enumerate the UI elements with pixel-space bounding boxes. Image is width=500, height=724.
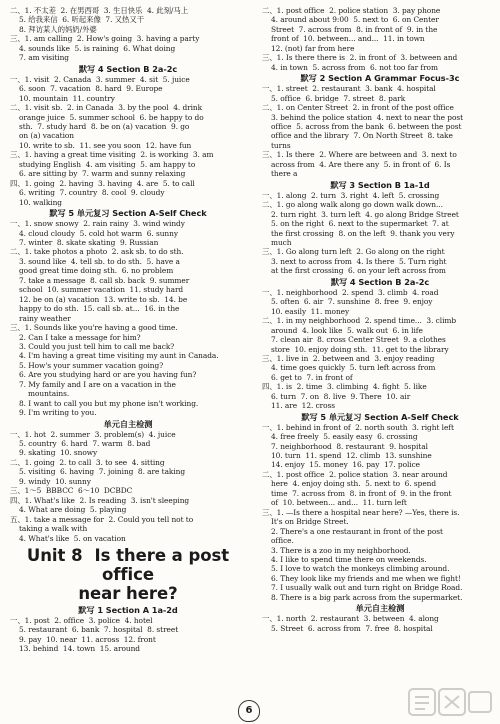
- answer-line: sth. 7. study hard 8. be on (a) vacation 9. go: [19, 121, 190, 131]
- section-heading: 单元自主检测: [355, 603, 405, 614]
- answer-line: 6. soon 7. vacation 8. hard 9. Europe: [19, 84, 163, 94]
- answer-line: 6. turn 7. on 8. live 9. There 10. air: [271, 391, 411, 401]
- answer-line: 一、1. post 2. office 3. police 4. hotel: [10, 616, 153, 626]
- answer-line: 一、1. behind in front of 2. north south 3. right left: [262, 422, 454, 432]
- answer-line: 9. pay 10. near 11. across 12. front: [19, 634, 156, 644]
- answer-line: 4. What are doing 5. playing: [19, 505, 127, 515]
- answer-line: 7. am visiting: [19, 53, 69, 63]
- answer-line: the first crossing 8. on the left 9. thank you very: [271, 228, 455, 238]
- answer-line: 5. How's your summer vacation going?: [19, 360, 164, 370]
- answer-line: here 4. enjoy doing sth. 5. next to 6. spend: [271, 479, 437, 489]
- section-heading: 默写 4 Section B 2a-2c: [330, 276, 430, 287]
- answer-line: 10. easily 11. money: [271, 306, 350, 316]
- answer-line: rainy weather: [19, 313, 71, 323]
- answer-line: 2. Can I take a message for him?: [19, 332, 141, 342]
- answer-line: 2. There's a one restaurant in front of the post: [271, 526, 443, 536]
- answer-line: much: [271, 237, 292, 247]
- section-heading: 默写 4 Section B 2a-2c: [78, 63, 178, 74]
- answer-line: 三、1. Is there 2. Where are between and 3. next to: [262, 150, 457, 160]
- unit-title-line1: Is there a post office: [94, 546, 230, 585]
- answer-line: 五、1. take a message for 2. Could you tell not to: [10, 514, 194, 524]
- answer-line: 3. sound like 4. tell sb. to do sth. 5. have a: [19, 256, 180, 266]
- answer-line: 4. sounds like 5. is raining 6. What doing: [19, 43, 176, 53]
- page-number: 6: [238, 700, 260, 722]
- answer-line: 4. free freely 5. easily easy 6. crossing: [271, 432, 418, 442]
- answer-line: 10. write to sb. 11. see you soon 12. have fun: [19, 140, 192, 150]
- answer-line: 一、1. snow snowy 2. rain rainy 3. wind windy: [10, 219, 185, 229]
- answer-line: 二、1. post office 2. police station 3. near around: [262, 469, 448, 479]
- answer-line: 13. behind 14. town 15. around: [19, 644, 140, 654]
- answer-line: 二、1. on Center Street 2. in front of the post office: [262, 103, 454, 113]
- answer-line: 5. on the right 6. next to the supermarket 7. at: [271, 219, 449, 229]
- answer-line: 二、1. go along walk along go down walk down...: [262, 200, 443, 210]
- answer-line: 11. are 12. cross: [271, 401, 336, 411]
- answer-line: 12. (not) far from here: [271, 43, 355, 53]
- answer-line: 10. mountain 11. country: [19, 93, 115, 103]
- answer-line: 5. office 6. bridge 7. street 8. park: [271, 93, 406, 103]
- left-column: [10, 6, 246, 654]
- answer-line: 9. skating 10. snowy: [19, 448, 98, 458]
- answer-line: turns: [271, 140, 291, 150]
- answer-line: Street 7. across from 8. in front of 9. in the: [271, 24, 438, 34]
- answer-line: 3. behind the police station 4. next to near the post: [271, 112, 464, 122]
- answer-line: 四、1. is 2. time 3. climbing 4. fight 5. like: [262, 382, 427, 392]
- answer-line: 3. next to across from 4. Is there 5. Turn right: [271, 256, 447, 266]
- answer-line: 三、1. having a great time visiting 2. is working 3. am: [10, 150, 214, 160]
- answer-line: 4. around about 9:00 5. next to 6. on Center: [271, 15, 439, 25]
- answer-line: 6. get to 7. in front of: [271, 372, 353, 382]
- answer-line: 4. I'm having a great time visiting my aunt in Canada.: [19, 351, 219, 361]
- answer-line: 一、1. visit 2. Canada 3. summer 4. sit 5. juice: [10, 74, 190, 84]
- answer-line: 7. clean air 8. cross Center Street 9. a clothes: [271, 335, 446, 345]
- answer-line: 四、1. going 2. having 3. having 4. are 5. to call: [10, 178, 195, 188]
- section-heading: 默写 5 单元复习 Section A-Self Check: [49, 208, 207, 219]
- answer-line: around 4. look like 5. walk out 6. in life: [271, 325, 423, 335]
- answer-line: 10. turn 11. spend 12. climb 13. sunshine: [271, 451, 432, 461]
- answer-line: 4. time goes quickly 5. turn left across from: [271, 363, 436, 373]
- answer-line: 8. There is a big park across from the supermarket.: [271, 592, 463, 602]
- unit-title: [10, 546, 246, 603]
- answer-line: 二、1. visit sb. 2. in Canada 3. by the pool 4. drink: [10, 103, 203, 113]
- watermark-logo-icon: [408, 688, 494, 722]
- answer-line: 一、1. street 2. restaurant 3. bank 4. hospital: [262, 84, 436, 94]
- answer-line: 9. windy 10. sunny: [19, 476, 91, 486]
- answer-line: office and the library 7. On North Street 8. take: [271, 131, 453, 141]
- answer-line: good great time doing sth. 6. no problem: [19, 266, 174, 276]
- answer-line: 一、1. neighborhood 2. spend 3. climb 4. road: [262, 287, 439, 297]
- answer-line: 7. winter 8. skate skating 9. Russian: [19, 237, 159, 247]
- answer-line: 5. Street 6. across from 7. free 8. hospital: [271, 623, 433, 633]
- answer-line: 8. 拜访某人的妈奶/外婆: [19, 24, 97, 34]
- answer-line: 二、1. post office 2. police station 3. pay phone: [262, 6, 441, 15]
- answer-line: 6. Are you studying hard or are you having fun?: [19, 370, 197, 380]
- answer-line: 12. be on (a) vacation 13. write to sb. 14. be: [19, 294, 188, 304]
- section-heading: 默写 5 单元复习 Section A-Self Check: [301, 411, 459, 422]
- answer-line: 2. turn right 3. turn left 4. go along Bridge Street: [271, 209, 459, 219]
- answer-line: store 10. enjoy doing sth. 11. get to the library: [271, 344, 449, 354]
- answer-line: 4. in town 5. across from 6. not too far from: [271, 62, 438, 72]
- answer-line: 二、1. take photos a photo 2. ask sb. to do sth.: [10, 247, 184, 257]
- answer-line: 一、1. hot 2. summer 3. problem(s) 4. juice: [10, 429, 176, 439]
- answer-line: time 7. across from 8. in front of 9. in the front: [271, 488, 452, 498]
- answer-line: 5. country 6. hard 7. warm 8. bad: [19, 439, 151, 449]
- answer-line: front of 10. between... and... 11. in town: [271, 34, 425, 44]
- answer-line: 3. Could you just tell him to call me back?: [19, 341, 175, 351]
- answer-line: of 10. between... and... 11. turn left: [271, 498, 407, 508]
- answer-line: 三、1. Go along turn left 2. Go along on the right: [262, 247, 445, 257]
- answer-line: 四、1. What's like 2. Is reading 3. isn't sleeping: [10, 495, 190, 505]
- section-heading: 默写 2 Section A Grammar Focus-3c: [300, 73, 460, 84]
- answer-line: 14. enjoy 15. money 16. pay 17. police: [271, 460, 421, 470]
- answer-line: 一、1. along 2. turn 3. right 4. left 5. crossing: [262, 190, 440, 200]
- answer-line: 7. take a message 8. call sb. back 9. summer: [19, 275, 190, 285]
- answer-line: It's on Bridge Street.: [271, 517, 349, 527]
- answer-line: 三、1. Is there there is 2. in front of 3. between and: [262, 53, 458, 63]
- answer-line: office 5. across from the bank 6. between the post: [271, 121, 462, 131]
- answer-line: office.: [271, 536, 294, 546]
- answer-line: 6. writing 7. country 8. cool 9. cloudy: [19, 188, 165, 198]
- answer-line: at the first crossing 6. on your left across from: [271, 266, 446, 276]
- answer-line: happy to do sth. 15. call sb. at... 16. in the: [19, 304, 180, 314]
- answer-line: 7. I usually walk out and turn right on Bridge Road.: [271, 583, 463, 593]
- answer-line: across from 4. Are there any 5. in front of 6. Is: [271, 159, 451, 169]
- answer-line: 二、1. 不太差 2. 在男西哥 3. 生日快乐 4. 此刻/马上: [10, 6, 189, 15]
- answer-line: 三、1～5 BBBCC 6～10 DCBDC: [10, 486, 133, 496]
- answer-line: 5. restaurant 6. bank 7. hospital 8. street: [19, 625, 179, 635]
- unit-number: Unit 8: [26, 546, 83, 566]
- answer-line: school 10. summer vacation 11. study hard: [19, 285, 184, 295]
- answer-line: 5. I love to watch the monkeys climbing around.: [271, 564, 450, 574]
- answer-line: mountains.: [28, 389, 70, 399]
- answer-line: 3. There is a zoo in my neighborhood.: [271, 545, 411, 555]
- answer-line: 5. often 6. air 7. sunshine 8. free 9. enjoy: [271, 297, 433, 307]
- answer-line: 三、1. live in 2. between and 3. enjoy reading: [262, 353, 435, 363]
- answer-line: 二、1. in my neighborhood 2. spend time... 3. climb: [262, 316, 457, 326]
- answer-line: 7. neighborhood 8. restaurant 9. hospital: [271, 441, 428, 451]
- answer-line: 二、1. going 2. to call 3. to see 4. sitting: [10, 457, 165, 467]
- answer-line: 4. What's like 5. on vacation: [19, 533, 126, 543]
- answer-line: 9. I'm writing to you.: [19, 408, 97, 418]
- answer-line: there a: [271, 169, 298, 179]
- answer-line: 4. I like to spend time there on weekends.: [271, 555, 427, 565]
- answer-line: 三、1. am calling 2. How's going 3. having a party: [10, 34, 200, 44]
- answer-line: 7. My family and I are on a vacation in the: [19, 379, 176, 389]
- answer-line: 8. I want to call you but my phone isn't working.: [19, 398, 199, 408]
- answer-line: studying English 4. am visiting 5. am happy to: [19, 159, 196, 169]
- answer-line: 10. walking: [19, 197, 62, 207]
- section-heading: 默写 3 Section B 1a-1d: [330, 179, 430, 190]
- answer-line: on (a) vacation: [19, 131, 75, 141]
- answer-line: 三、1. —Is there a hospital near here? —Yes, there is.: [262, 507, 460, 517]
- answer-line: 6. They look like my friends and me when we fight!: [271, 573, 461, 583]
- unit-title-line2: near here?: [78, 584, 178, 604]
- answer-line: 6. are sitting by 7. warm and sunny relaxing: [19, 169, 186, 179]
- right-column: [262, 6, 498, 633]
- answer-line: 三、1. Sounds like you're having a good time.: [10, 323, 178, 333]
- section-heading: 默写 1 Section A 1a-2d: [78, 605, 178, 616]
- answer-line: 5. 给我来信 6. 听起来像 7. 又热又干: [19, 15, 145, 25]
- answer-line: 一、1. north 2. restaurant 3. between 4. along: [262, 614, 439, 624]
- answer-line: orange juice 5. summer school 6. be happy to do: [19, 112, 204, 122]
- section-heading: 单元自主检测: [103, 418, 153, 429]
- answer-line: 4. cloud cloudy 5. cold hot warm 6. sunny: [19, 228, 178, 238]
- answer-line: taking a walk with: [19, 524, 88, 534]
- answer-line: 5. visiting 6. having 7. joining 8. are taking: [19, 467, 186, 477]
